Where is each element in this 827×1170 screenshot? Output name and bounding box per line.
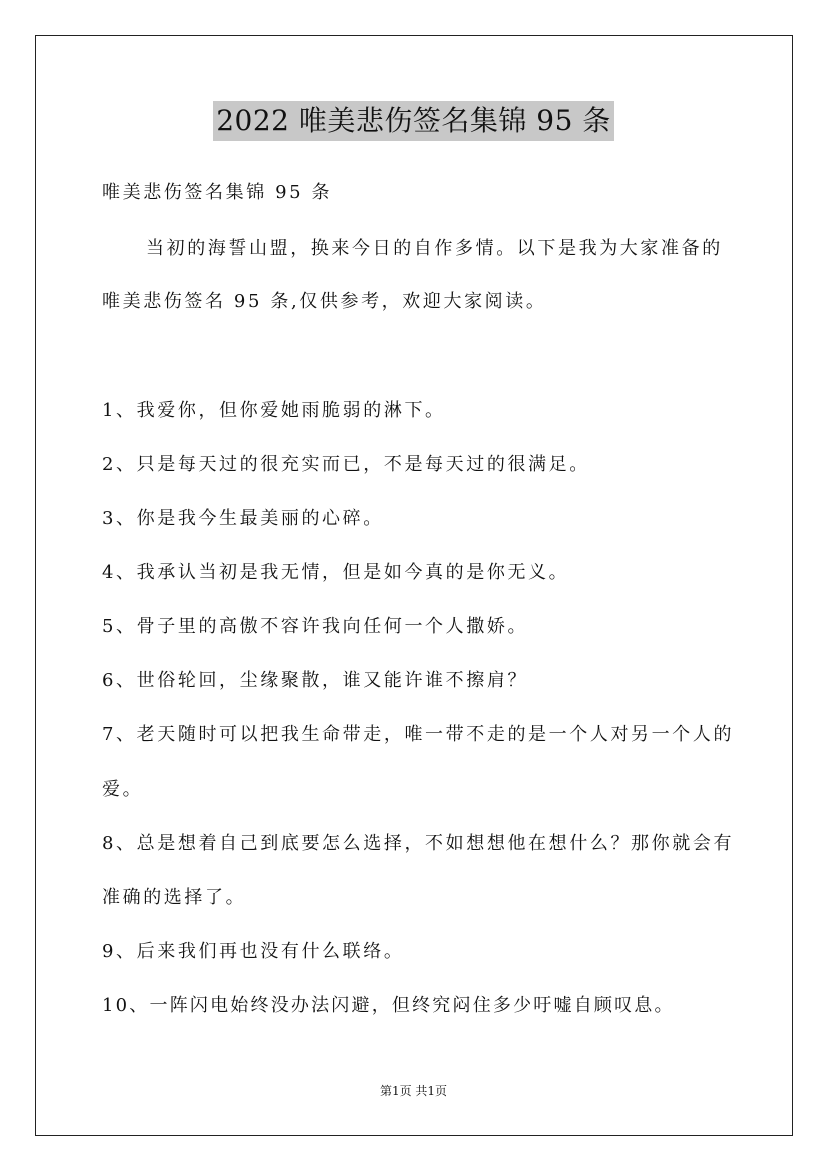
list-item: 4、我承认当初是我无情，但是如今真的是你无义。 bbox=[102, 562, 570, 583]
page-footer: 第1页 共1页 bbox=[379, 1084, 448, 1098]
list-item: 1、我爱你，但你爱她雨脆弱的淋下。 bbox=[102, 400, 446, 421]
title-container bbox=[0, 101, 827, 141]
list-item-continuation: 准确的选择了。 bbox=[102, 887, 247, 908]
intro-line-1: 当初的海誓山盟，换来今日的自作多情。以下是我为大家准备的 bbox=[146, 238, 723, 259]
list-item: 10、一阵闪电始终没办法闪避，但终究闷住多少吁嘘自顾叹息。 bbox=[102, 995, 675, 1016]
list-item-continuation: 爱。 bbox=[102, 779, 144, 800]
list-item: 2、只是每天过的很充实而已，不是每天过的很满足。 bbox=[102, 454, 590, 475]
subtitle: 唯美悲伤签名集锦 95 条 bbox=[102, 182, 333, 203]
list-item: 8、总是想着自己到底要怎么选择，不如想想他在想什么？那你就会有 bbox=[102, 833, 735, 854]
list-item: 3、你是我今生最美丽的心碎。 bbox=[102, 508, 384, 529]
list-item: 6、世俗轮回，尘缘聚散，谁又能许谁不擦肩？ bbox=[102, 670, 529, 691]
intro-line-2: 唯美悲伤签名 95 条,仅供参考，欢迎大家阅读。 bbox=[102, 291, 547, 312]
list-item: 7、老天随时可以把我生命带走，唯一带不走的是一个人对另一个人的 bbox=[102, 724, 735, 745]
list-item: 5、骨子里的高傲不容许我向任何一个人撒娇。 bbox=[102, 616, 529, 637]
document-title: 2022 唯美悲伤签名集锦 95 条 bbox=[213, 101, 614, 141]
list-item: 9、后来我们再也没有什么联络。 bbox=[102, 941, 405, 962]
